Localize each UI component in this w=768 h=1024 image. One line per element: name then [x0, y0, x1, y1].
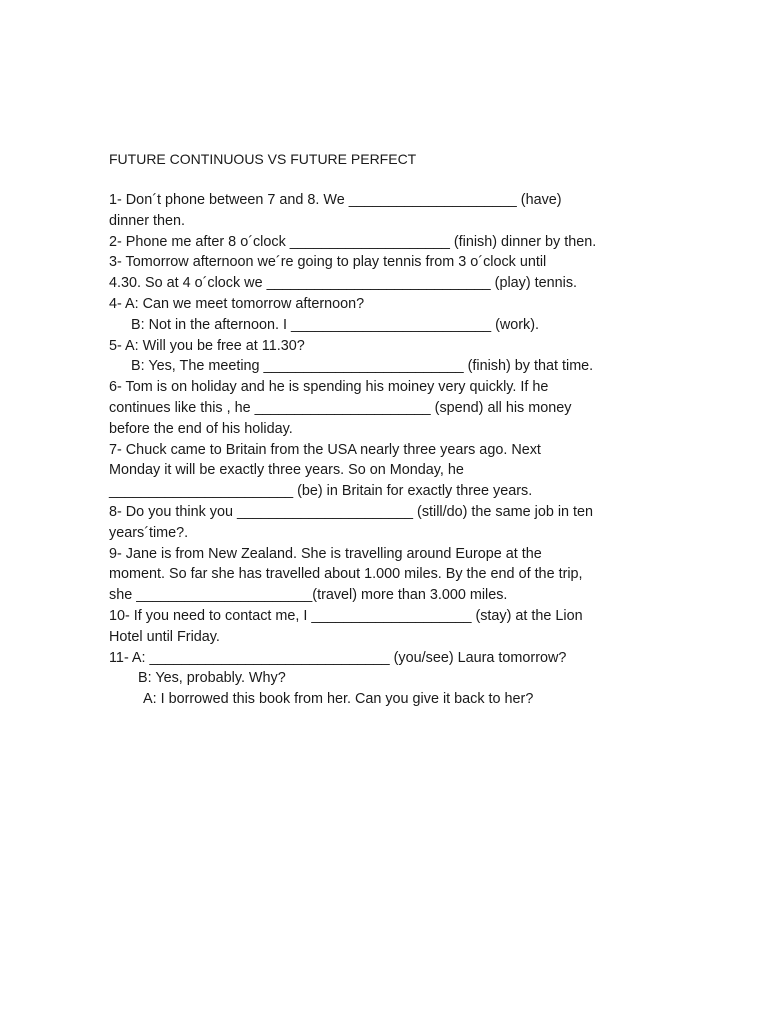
exercise-11-line-2: B: Yes, probably. Why? — [138, 670, 286, 687]
exercise-11-line-1: 11- A: ______________________________ (you/see) Laura tomorrow? — [109, 649, 567, 666]
exercise-4-line-1: 4- A: Can we meet tomorrow afternoon? — [109, 295, 365, 312]
exercise-9-line-2: moment. So far she has travelled about 1.000 miles. By the end of the trip, — [109, 566, 583, 583]
exercise-5-line-1: 5- A: Will you be free at 11.30? — [109, 337, 305, 354]
exercise-11-line-3: A: I borrowed this book from her. Can you give it back to her? — [143, 691, 534, 708]
exercise-8-line-2: years´time?. — [109, 524, 189, 541]
exercise-9-line-3: she ______________________(travel) more than 3.000 miles. — [109, 587, 508, 604]
exercise-4-line-2: B: Not in the afternoon. I _________________________ (work). — [131, 316, 540, 333]
exercise-8-line-1: 8- Do you think you ______________________ (still/do) the same job in ten — [109, 503, 594, 520]
worksheet-title: FUTURE CONTINUOUS VS FUTURE PERFECT — [109, 151, 417, 167]
exercise-7-line-2: Monday it will be exactly three years. So on Monday, he — [109, 462, 464, 479]
exercise-6-line-1: 6- Tom is on holiday and he is spending his moiney very quickly. If he — [109, 379, 549, 396]
exercise-list — [109, 190, 669, 710]
exercise-7-line-1: 7- Chuck came to Britain from the USA nearly three years ago. Next — [109, 441, 541, 458]
exercise-7-line-3: _______________________ (be) in Britain for exactly three years. — [109, 483, 533, 500]
exercise-2-line-1: 2- Phone me after 8 o´clock ____________________ (finish) dinner by then. — [109, 233, 597, 250]
exercise-3-line-1: 3- Tomorrow afternoon we´re going to play tennis from 3 o´clock until — [109, 254, 547, 271]
exercise-9-line-1: 9- Jane is from New Zealand. She is travelling around Europe at the — [109, 545, 542, 562]
exercise-1-line-1: 1- Don´t phone between 7 and 8. We _____________________ (have) — [109, 192, 562, 208]
exercise-6-line-3: before the end of his holiday. — [109, 420, 293, 437]
exercise-5-line-2: B: Yes, The meeting _________________________ (finish) by that time. — [131, 358, 594, 375]
exercise-1-line-2: dinner then. — [109, 212, 186, 229]
exercise-10-line-1: 10- If you need to contact me, I ____________________ (stay) at the Lion — [109, 607, 583, 624]
exercise-10-line-2: Hotel until Friday. — [109, 628, 220, 645]
exercise-3-line-2: 4.30. So at 4 o´clock we ____________________________ (play) tennis. — [109, 275, 578, 292]
exercise-6-line-2: continues like this , he ______________________ (spend) all his money — [109, 399, 572, 416]
